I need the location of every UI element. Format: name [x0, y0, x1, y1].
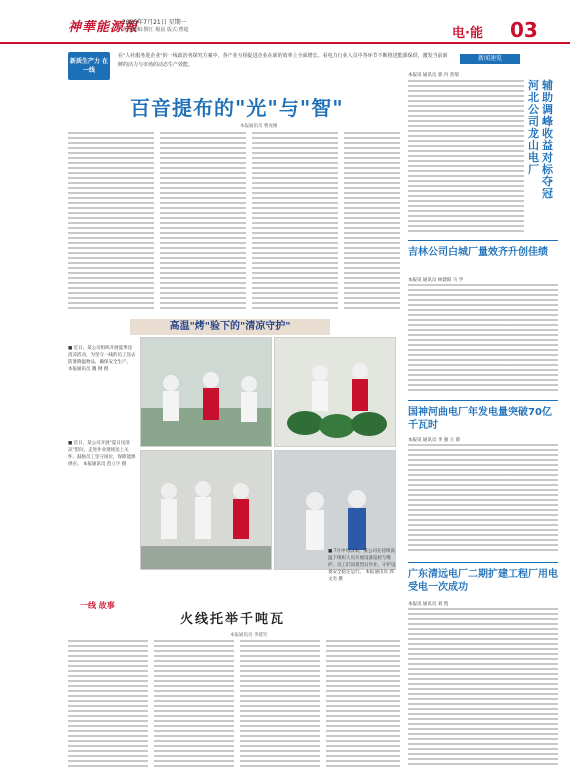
brief-divider-2	[408, 400, 558, 401]
brief-divider	[408, 240, 558, 241]
brief1-title-line2: 辅助调峰收益对标夺冠	[542, 79, 553, 200]
brief4-byline: 本报讯 通讯员 刘 凯	[408, 602, 449, 607]
editor-credits: 責任編輯:劉江 楊晨 版式:曹超	[122, 27, 189, 33]
photo-caption-2: ■ 近日，某公司开展"夏日送清凉"慰问，走进作业现场送上关怀，鼓励员工坚守岗位，保障能源供应。 本报通讯员 范立宇 摄	[68, 441, 136, 467]
bottom-body-col1	[68, 640, 148, 770]
bottom-byline: 本报通讯员 李建军	[230, 633, 268, 638]
bottom-body-col3	[240, 640, 320, 770]
brief-divider-3	[408, 562, 558, 563]
photo-workers-left-top	[140, 337, 272, 447]
photo-section-title: 高温"烤"验下的"清凉守护"	[130, 319, 330, 335]
brief2-byline: 本报讯 通讯员 杨建阳 马 学	[408, 278, 464, 283]
bottom-body-col4	[326, 640, 400, 770]
article-body-col1	[68, 132, 154, 312]
brief3-title: 国神河曲电厂年发电量突破70亿千瓦时	[408, 407, 552, 431]
photo-caption-3: ■ 7月中旬以来，某公司在持续高温下组织人员开展设备巡检与维护，员工们顶着烈日作业，守护设备安全稳定运行。 本报通讯员 郭文杰 摄	[328, 549, 396, 582]
brief1-body	[408, 80, 524, 235]
brief1-title-line1: 河北公司龙山电厂	[528, 79, 539, 176]
photo-watermelons	[274, 337, 396, 447]
article-body-col4	[344, 132, 400, 312]
article-body-col3	[252, 132, 338, 312]
brief3-body	[408, 444, 558, 554]
bottom-column-tag: 一线 故事	[80, 601, 115, 610]
column-badge: 新质生产力 在一线	[68, 52, 110, 80]
lead-summary: 在"人社服务进企业"的一线政治务探究方案中，各产业互相促进企业在新的效率上全面增长。看电力行业人员中各环节不断推进能源保供，激发当前新鲜的活力与市场的动态生产效能。	[118, 53, 448, 68]
bottom-headline: 火线托举千吨瓦	[180, 612, 286, 627]
brief2-body	[408, 284, 558, 394]
photo-workers-left-bottom	[140, 450, 272, 570]
brief3-byline: 本报讯 通讯员 李 强 王 蔡	[408, 438, 461, 443]
photo-caption-1: ■ 近日，某公司组织开展夏季送清凉活动，为坚守一线的员工送去防暑降温物品，确保安全生产。 本报通讯员 魏 钢 摄	[68, 346, 136, 372]
bottom-body-col2	[154, 640, 234, 770]
brief4-body	[408, 608, 558, 768]
section-name: 电·能	[452, 26, 483, 41]
issue-date: 2025年7月21日 星期一	[122, 19, 187, 26]
brief1-byline: 本报讯 通讯员 郭 内 普瑞	[408, 73, 459, 78]
article-body-col2	[160, 132, 246, 312]
news-brief-tag: 新闻速览	[460, 54, 520, 64]
lead-banner	[68, 48, 448, 84]
main-headline: 百音提布的"光"与"智"	[130, 96, 344, 120]
brief4-title: 广东清远电厂二期扩建工程厂用电受电一次成功	[408, 569, 558, 593]
newspaper-logo: 神華能源報	[68, 20, 139, 35]
masthead	[0, 0, 570, 44]
main-byline: 本报通讯员 曹虎刚	[240, 124, 278, 129]
page-number: 03	[510, 18, 538, 42]
brief2-title: 吉林公司白城厂量效齐升创佳绩	[408, 247, 548, 258]
